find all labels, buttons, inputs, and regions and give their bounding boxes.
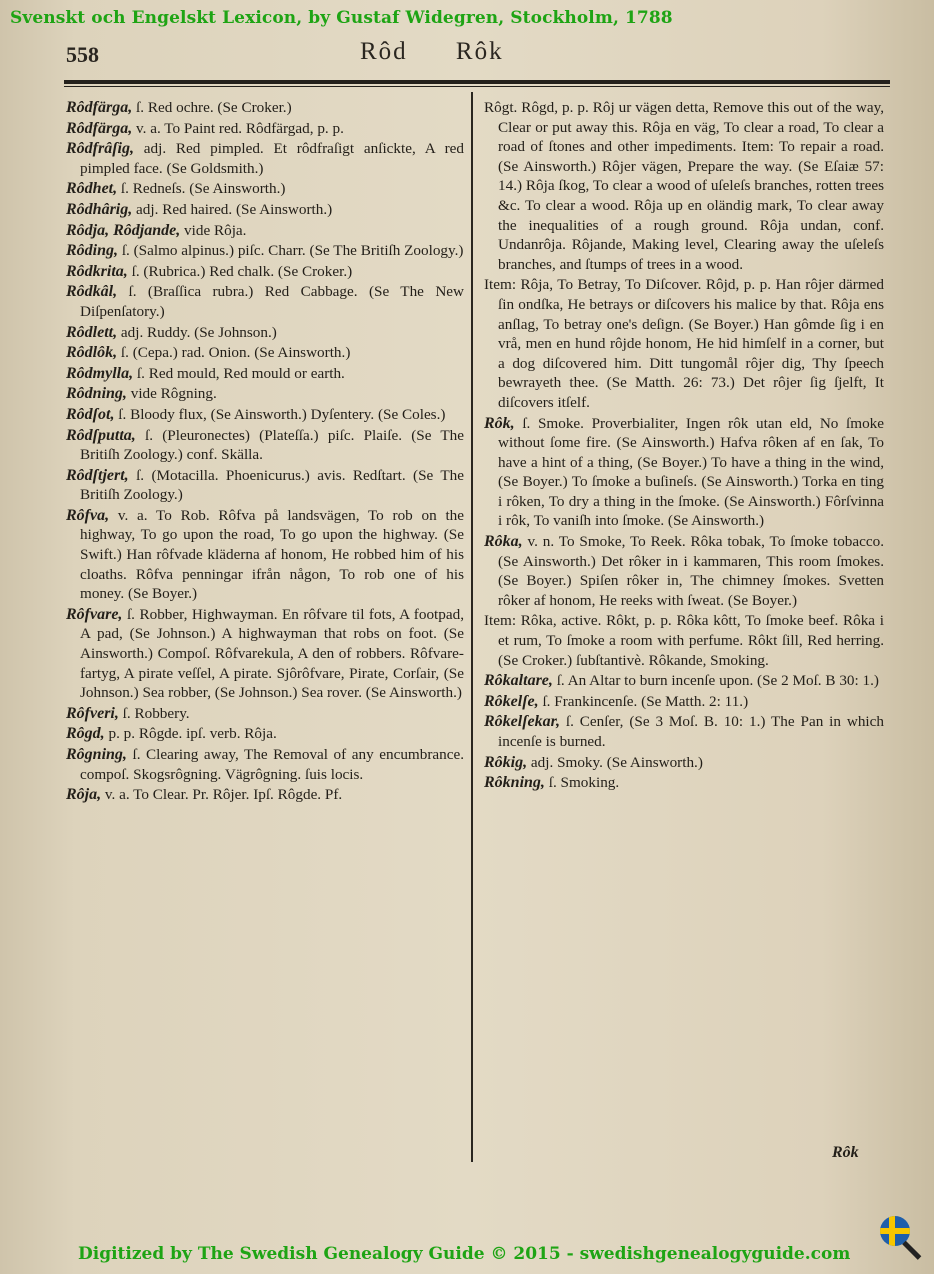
entry-definition: ſ. Bloody flux, (Se Ainsworth.) Dyſentery. (Se Coles.) <box>114 405 446 423</box>
dictionary-entry <box>66 262 464 282</box>
dictionary-entry <box>66 179 464 199</box>
entry-definition: ſ. Smoke. Proverbialiter, Ingen rôk utan eld, No ſmoke without ſome fire. (Se Ainsworth.) Hafva rôken af en ſak, To have a hint of a thing, (Se Boyer.) To have a thing in the wind, (Se Boyer.) To ſmoke a buſineſs. (Se Ainsworth.) Torka en ting i rôken, To dry a thing in the ſmoke. (Se Ainsworth.) Fôrſvinna i rôk, To vaniſh into ſmoke. (Se Ainsworth.) <box>498 414 884 530</box>
entry-definition: v. a. To Clear. Pr. Rôjer. Ipſ. Rôgde. Pf. <box>101 786 343 804</box>
entry-headword: Rôkelſe, <box>484 692 539 710</box>
page-banner: Svenskt och Engelskt Lexicon, by Gustaf Widegren, Stockholm, 1788 <box>10 8 673 28</box>
entry-definition: p. p. Rôgde. ipſ. verb. Rôja. <box>104 725 277 743</box>
dictionary-entry <box>66 139 464 178</box>
page-number: 558 <box>66 42 99 67</box>
entry-definition: ſ. Redneſs. (Se Ainsworth.) <box>117 180 286 198</box>
entry-definition: Item: Rôka, active. Rôkt, p. p. Rôka kôtt, To ſmoke beef. Rôka i et rum, To ſmoke a room with perfume. Rôkt ſill, Red herring. (Se Croker.) ſubſtantivè. Rôkande, Smoking. <box>484 612 884 669</box>
entry-definition: ſ. Red ochre. (Se Croker.) <box>132 99 292 116</box>
dictionary-entry <box>66 466 464 505</box>
entry-headword: Rôdhârig, <box>66 200 133 218</box>
page-footer: Digitized by The Swedish Genealogy Guide © 2015 - swedishgenealogyguide.com <box>78 1244 851 1264</box>
dictionary-entry <box>484 671 884 691</box>
entry-definition: ſ. Robber, Highwayman. En rôfvare til fots, A footpad, A pad, (Se Johnson.) A highwayman that robs on foot. (Se Ainsworth.) Compoſ. Rôfvarekula, A den of robbers. Rôfvare-fartyg, A pirate veſſel, A pirate. Sjôrôfvare, Pirate, Corſair, (Se Johnson.) Sea robber, (Se Johnson.) Sea rover. (Se Ainsworth.) <box>80 605 464 702</box>
dictionary-entry <box>66 200 464 220</box>
entry-definition: ſ. (Braſſica rubra.) Red Cabbage. (Se The New Diſpenſatory.) <box>80 283 464 320</box>
entry-definition: ſ. An Altar to burn incenſe upon. (Se 2 Moſ. B 30: 1.) <box>552 672 879 690</box>
entry-headword: Rôfveri, <box>66 704 119 722</box>
entry-headword: Rôgd, <box>66 725 105 743</box>
entry-definition: adj. Smoky. (Se Ainsworth.) <box>527 753 703 771</box>
header-rule-thin <box>64 86 890 87</box>
entry-definition: ſ. Clearing away, The Removal of any encumbrance. compoſ. Skogsrôgning. Vägrôgning. ſuis locis. <box>80 746 464 783</box>
entry-definition: adj. Red pimpled. Et rôdfraſigt anſickte, A red pimpled face. (Se Goldsmith.) <box>80 140 464 177</box>
magnifier-handle-icon <box>902 1241 921 1260</box>
dictionary-entry <box>66 119 464 139</box>
entry-headword: Rôkelſekar, <box>484 713 560 731</box>
entry-headword: Rôfva, <box>66 506 110 524</box>
entry-headword: Rôdhet, <box>66 180 118 198</box>
entry-headword: Rôdkâl, <box>66 283 118 301</box>
entry-headword: Rôdfrâſig, <box>66 140 134 158</box>
catchword: Rôk <box>832 1144 859 1161</box>
entry-definition: ſ. Smoking. <box>544 774 620 792</box>
dictionary-entry <box>484 532 884 610</box>
dictionary-entry <box>484 414 884 532</box>
dictionary-entry <box>66 704 464 724</box>
entry-headword: Rôdlett, <box>66 323 118 341</box>
entry-definition: Rôgt. Rôgd, p. p. Rôj ur vägen detta, Remove this out of the way, Clear or put away this. Rôja en väg, To clear a road, To clear a road of ſtones and other impediments. Item: To repair a road. (Se Ainsworth.) Rôjer vägen, Prepare the way. (Se Eſaiæ 57: 14.) Rôja ſkog, To clear a wood of uſeleſs branches, rotten trees &c. To clear a wood. Rôja up en oländig mark, To clear away the inequalities of a rough ground. Rôja undan, conf. Undanrôja. Rôjande, Making level, Clearing away the uſeleſs branches, and ſtumps of trees in a wood. <box>484 99 884 273</box>
entry-headword: Rôdmylla, <box>66 364 134 382</box>
entry-headword: Rôdſot, <box>66 405 115 423</box>
entry-definition: ſ. (Pleuronectes) (Plateſſa.) piſc. Plaiſe. (Se The Britiſh Zoology.) conf. Skälla. <box>80 426 464 464</box>
dictionary-entry <box>66 364 464 384</box>
entry-headword: Rôdfärga, <box>66 119 133 137</box>
entry-definition: ſ. Frankincenſe. (Se Matth. 2: 11.) <box>538 692 749 710</box>
dictionary-entry <box>66 221 464 241</box>
dictionary-entry <box>66 605 464 703</box>
entry-definition: v. n. To Smoke, To Reek. Rôka tobak, To ſmoke tobacco. (Se Ainsworth.) Det rôker in i kammaren, This room ſmokes. (Se Boyer.) Spiſen rôker in, The chimney ſmokes. Svetten rôker af honom, He reeks with ſweat. (Se Boyer.) <box>498 533 884 609</box>
entry-definition: vide Rôgning. <box>126 385 217 403</box>
entry-headword: Rôkaltare, <box>484 672 553 690</box>
entry-definition: v. a. To Rob. Rôfva på landsvägen, To rob on the highway, To go upon the road, To go upon the highway. (Se Swift.) Han rôfvade kläderna af honom, He robbed him of his cloaths. Rôfva penningar ifrån någon, To rob one of his money. (Se Boyer.) <box>80 506 464 603</box>
entry-headword: Rôdfärga, <box>66 99 133 116</box>
entry-definition: ſ. Cenſer, (Se 3 Moſ. B. 10: 1.) The Pan in which incenſe is burned. <box>498 713 884 750</box>
right-column <box>484 98 884 794</box>
entry-definition: v. a. To Paint red. Rôdfärgad, p. p. <box>132 119 344 137</box>
left-column <box>66 98 464 806</box>
dictionary-entry <box>66 724 464 744</box>
entry-headword: Rôgning, <box>66 746 127 763</box>
dictionary-entry <box>66 323 464 343</box>
entry-headword: Rôdkrita, <box>66 262 128 280</box>
entry-definition: ſ. (Motacilla. Phoenicurus.) avis. Redſtart. (Se The Britiſh Zoology.) <box>80 466 464 504</box>
dictionary-entry <box>66 506 464 604</box>
entry-headword: Rôdlôk, <box>66 344 118 362</box>
entry-definition: ſ. Robbery. <box>118 704 190 722</box>
dictionary-entry <box>66 98 464 118</box>
entry-headword: Rôka, <box>484 533 523 551</box>
entry-definition: ſ. (Rubrica.) Red chalk. (Se Croker.) <box>127 262 353 280</box>
dictionary-entry <box>484 753 884 773</box>
entry-headword: Rôkig, <box>484 753 528 771</box>
dictionary-entry <box>484 692 884 712</box>
dictionary-entry <box>484 773 884 793</box>
header-rule <box>64 80 890 84</box>
dictionary-entry <box>484 98 884 274</box>
entry-definition: ſ. (Cepa.) rad. Onion. (Se Ainsworth.) <box>117 344 351 362</box>
entry-headword: Rôdſtjert, <box>66 466 129 484</box>
entry-headword: Rôdja, Rôdjande, <box>66 221 181 239</box>
dictionary-entry <box>66 785 464 805</box>
entry-definition: adj. Red haired. (Se Ainsworth.) <box>132 200 333 218</box>
entry-definition: ſ. (Salmo alpinus.) piſc. Charr. (Se The Britiſh Zoology.) <box>118 242 464 260</box>
entry-headword: Rôja, <box>66 786 102 804</box>
entry-headword: Rôk, <box>484 414 515 432</box>
entry-definition: ſ. Red mould, Red mould or earth. <box>133 364 345 382</box>
entry-headword: Rôfvare, <box>66 605 123 623</box>
running-head: Rôd Rôk <box>360 38 504 65</box>
entry-definition: vide Rôja. <box>180 221 247 239</box>
dictionary-entry <box>66 384 464 404</box>
dictionary-entry <box>66 282 464 321</box>
dictionary-entry <box>66 405 464 425</box>
dictionary-entry <box>66 241 464 261</box>
entry-headword: Rôdſputta, <box>66 426 136 444</box>
entry-headword: Rôding, <box>66 242 119 260</box>
entry-definition: adj. Ruddy. (Se Johnson.) <box>117 323 277 341</box>
dictionary-entry <box>484 611 884 670</box>
dictionary-entry <box>66 343 464 363</box>
dictionary-entry <box>484 712 884 751</box>
entry-headword: Rôdning, <box>66 385 127 403</box>
entry-headword: Rôkning, <box>484 774 545 792</box>
column-divider <box>471 92 473 1162</box>
entry-definition: Item: Rôja, To Betray, To Diſcover. Rôjd, p. p. Han rôjer därmed ſin ondſka, He betrays or diſcovers his malice by that. Rôja ens anſlag, To betray one's deſign. (Se Boyer.) Han gômde ſig i en vrå, men en hund rôjde honom, He hid himſelf in a corner, but a dog diſcovered him. Ditt tungomål rôjer dig, Thy ſpeech bewrayeth thee. (Se Matth. 26: 73.) Det rôjer ſig ſjelft, It diſcovers itſelf. <box>484 276 884 411</box>
dictionary-entry <box>66 426 464 465</box>
dictionary-entry <box>66 745 464 784</box>
dictionary-entry <box>484 275 884 412</box>
